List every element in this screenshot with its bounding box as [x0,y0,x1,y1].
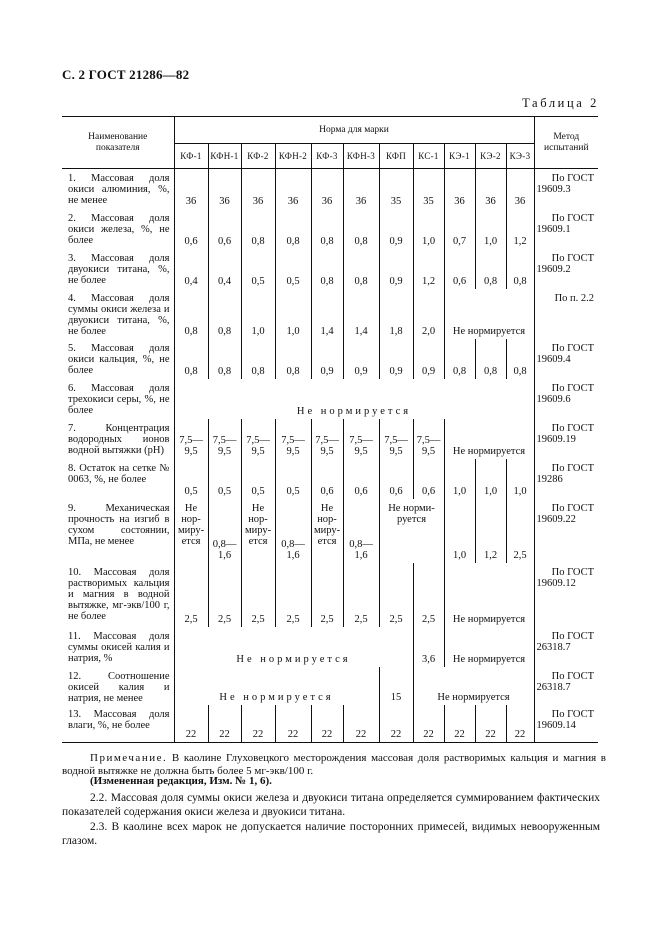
grade-value: 2,5 [208,563,241,627]
method-standard: По ГОСТ [551,670,595,682]
grade-value: 0,8 [475,249,506,289]
grade-value: 0,8 [208,289,241,339]
not-normed-span: Не нормируется [174,627,413,667]
grade-value: 1,8 [379,289,413,339]
grade-value: 0,8 [174,289,208,339]
grade-value: 22 [208,705,241,743]
grade-value: 2,0 [413,289,444,339]
method-standard: По ГОСТ [551,630,595,642]
table-note [62,752,606,777]
test-method [534,339,598,379]
grade-value: 0,6 [444,249,475,289]
grade-value: 0,5 [241,249,275,289]
test-method [534,459,598,499]
not-normed-span: Не нормируется [444,563,534,627]
method-number: 19609.6 [536,393,571,405]
page-header: С. 2 ГОСТ 21286—82 [62,67,190,82]
grade-value: 0,8— 1,6 [343,499,379,563]
grade-header: КФН-2 [275,144,311,169]
test-method [534,289,598,339]
grade-value: 22 [241,705,275,743]
grade-value: Не нор- миру- ется [311,499,343,563]
grade-value: 0,9 [343,339,379,379]
grade-value: 0,8 [275,339,311,379]
table-row [62,499,598,563]
method-number: 19609.22 [536,513,576,525]
grade-value: 0,7 [444,209,475,249]
grade-value: 1,0 [413,209,444,249]
test-method [534,563,598,627]
method-standard: По ГОСТ [551,382,595,394]
grade-value: 1,2 [506,209,534,249]
grade-value: 1,2 [475,499,506,563]
grade-value: 0,8 [241,209,275,249]
grade-value: 1,0 [444,459,475,499]
note-label: Примечание. [90,752,168,764]
grade-value: 0,8 [241,339,275,379]
grade-value: 0,9 [379,249,413,289]
grade-value: 7,5— 9,5 [275,419,311,459]
indicator-name: 1. Массовая доля окиси алюминия, %, не менее [68,173,170,206]
grade-value: 7,5— 9,5 [311,419,343,459]
indicator-name: 9. Механическая прочность на изгиб в сухом состоянии, МПа, не менее [68,502,170,547]
grade-value: Не нор- миру- ется [174,499,208,563]
grade-value: 36 [444,169,475,209]
grade-value: 1,0 [506,459,534,499]
indicator-name: 12. Соотношение окисей калия и натрия, не менее [68,670,170,704]
grade-value: 22 [343,705,379,743]
test-method [534,667,598,705]
indicator-name: 2. Массовая доля окиси железа, %, не более [68,212,170,246]
grade-value: Не норми- руется [379,499,444,563]
grade-header: КЭ-2 [475,144,506,169]
paragraph-2-3: 2.3. В каолине всех марок не допускается наличие посторонних примесей, видимых невооруженным глазом. [62,821,600,847]
method-standard: По ГОСТ [551,173,595,184]
grade-value: 1,4 [311,289,343,339]
table-row [62,169,598,209]
table-row [62,419,598,459]
grade-value: 22 [311,705,343,743]
grade-value: 7,5— 9,5 [343,419,379,459]
grade-value: 0,9 [379,339,413,379]
indicator-name: 5. Массовая доля окиси кальция, %, не более [68,342,170,376]
grade-value: 2,5 [506,499,534,563]
table-row [62,459,598,499]
grade-value: 2,5 [275,563,311,627]
grade-value: 0,9 [413,339,444,379]
grade-value: 22 [379,705,413,743]
grade-value: 0,8— 1,6 [208,499,241,563]
grade-value: 0,6 [174,209,208,249]
grade-header: КФП [379,144,413,169]
test-method [534,379,598,419]
grade-value: 1,2 [413,249,444,289]
grade-value: 0,8 [311,209,343,249]
note-text: В каолине Глуховецкого месторождения массовая доля растворимых кальция и магния в водной вытяжке не должна быть более 5 мг-экв/100 г. [62,752,607,777]
method-number: 26318.7 [536,641,571,653]
not-normed-span: Не нормируется [413,667,534,705]
grade-value: 1,0 [444,499,475,563]
method-number: 19609.12 [536,577,576,589]
table-row [62,379,598,419]
test-method [534,169,598,209]
grade-value: 0,8 [475,339,506,379]
test-method [534,249,598,289]
method-standard: По ГОСТ [551,212,595,224]
indicator-name: 13. Массовая доля влаги, %, не более [62,705,174,743]
grade-value: 2,5 [311,563,343,627]
not-normed-span: Не нормируется [444,627,534,667]
grade-value: 7,5— 9,5 [379,419,413,459]
indicator-name: 11. Массовая доля суммы окисей калия и натрия, % [68,630,170,664]
grade-value: 0,8 [444,339,475,379]
grade-header: КФ-1 [174,144,208,169]
grade-value: 22 [413,705,444,743]
grade-value: 0,6 [343,459,379,499]
grade-value: 36 [241,169,275,209]
grade-value: 0,5 [241,459,275,499]
grade-value: 0,8 [343,209,379,249]
indicator-name: 6. Массовая доля трехокиси серы, %, не более [68,382,170,416]
test-method [534,419,598,459]
method-standard: По ГОСТ [551,708,595,720]
method-number: 19609.14 [536,719,576,731]
table-row [62,667,598,705]
spec-table [62,116,598,743]
grade-value: 22 [444,705,475,743]
indicator-name: 7. Концентрация водородных ионов водной вытяжки (рН) [68,422,170,456]
grade-value: 2,5 [241,563,275,627]
grade-value: 0,8 [506,339,534,379]
grade-value: 35 [413,169,444,209]
grade-value: 0,8 [208,339,241,379]
grade-value: 7,5— 9,5 [174,419,208,459]
grade-value: 0,5 [275,249,311,289]
grade-value: 22 [475,705,506,743]
table-row [62,563,598,627]
method-standard: По ГОСТ [551,462,595,474]
grade-value: 0,6 [379,459,413,499]
grade-value: 3,6 [413,627,444,667]
method-number: 19609.19 [536,433,576,445]
indicator-name: 3. Массовая доля двуокиси титана, %, не более [68,252,170,286]
grade-value: 36 [174,169,208,209]
grade-header: КЭ-1 [444,144,475,169]
method-standard: По ГОСТ [551,342,595,354]
grade-group-header: Норма для марки [174,117,534,144]
table-row [62,289,598,339]
grade-value: 7,5— 9,5 [241,419,275,459]
grade-value: 0,5 [275,459,311,499]
grade-value: 0,4 [208,249,241,289]
method-standard: По ГОСТ [551,252,595,264]
method-number: 19286 [536,473,563,485]
test-method [534,705,598,743]
grade-value: 0,6 [208,209,241,249]
indicator-name: 10. Массовая доля растворимых кальция и магния в водной вытяжке, мг-экв/100 г, не более [68,566,170,622]
not-normed-span: Не нормируется [444,289,534,339]
not-normed-span: Не нормируется [444,419,534,459]
method-standard: По п. 2.2 [554,292,595,304]
paragraph-2-2: 2.2. Массовая доля суммы окиси железа и двуокиси титана определяется суммированием фактических показателей содержания окиси железа и двуокиси титана. [62,792,600,818]
test-method [534,209,598,249]
method-header: Метод испытаний [534,117,598,169]
grade-value: 0,4 [174,249,208,289]
indicator-name: 4. Массовая доля суммы окиси железа и двуокиси титана, %, не более [68,292,170,337]
grade-value: 0,6 [413,459,444,499]
grade-value: 36 [208,169,241,209]
grade-value: 1,0 [475,459,506,499]
method-number: 19609.4 [536,353,571,365]
grade-value: 2,5 [343,563,379,627]
test-method [534,499,598,563]
table-row [62,705,598,743]
grade-header: КФ-3 [311,144,343,169]
grade-value: 0,8 [343,249,379,289]
method-number: 26318.7 [536,681,571,693]
grade-value: 0,9 [379,209,413,249]
grade-header: КФН-1 [208,144,241,169]
method-standard: По ГОСТ [551,502,595,514]
grade-value: 36 [343,169,379,209]
method-standard: По ГОСТ [551,566,595,578]
grade-value: 7,5— 9,5 [208,419,241,459]
table-row [62,209,598,249]
grade-value: 22 [506,705,534,743]
grade-value: 0,8 [275,209,311,249]
grade-header: КФН-3 [343,144,379,169]
grade-value: 1,4 [343,289,379,339]
method-number: 19609.1 [536,223,571,235]
grade-value: Не нор- миру- ется [241,499,275,563]
revision-note: (Измененная редакция, Изм. № 1, 6). [90,775,272,787]
col-name-header: Наименование показателя [62,117,174,169]
grade-value: 15 [379,667,413,705]
grade-value: 7,5— 9,5 [413,419,444,459]
method-number: 19609.2 [536,263,571,275]
grade-value: 0,5 [174,459,208,499]
grade-value: 2,5 [174,563,208,627]
grade-header: КФ-2 [241,144,275,169]
grade-value: 0,9 [311,339,343,379]
grade-value: 0,5 [208,459,241,499]
table-row [62,627,598,667]
not-normed-span: Не нормируется [174,667,379,705]
grade-value: 0,8 [174,339,208,379]
grade-value: 1,0 [275,289,311,339]
grade-value: 36 [475,169,506,209]
table-title: Таблица 2 [522,96,599,110]
method-number: 19609.3 [536,184,571,195]
grade-value: 35 [379,169,413,209]
grade-value: 36 [506,169,534,209]
method-standard: По ГОСТ [551,422,595,434]
not-normed-span: Не нормируется [174,379,534,419]
grade-value: 22 [275,705,311,743]
test-method [534,627,598,667]
grade-value: 0,8 [506,249,534,289]
grade-value: 1,0 [475,209,506,249]
table-row [62,339,598,379]
grade-header: КЭ-3 [506,144,534,169]
indicator-name: 8. Остаток на сетке № 0063, %, не более [68,462,170,485]
grade-value: 0,8— 1,6 [275,499,311,563]
grade-value: 2,5 [379,563,413,627]
grade-value: 0,6 [311,459,343,499]
grade-header: КС-1 [413,144,444,169]
grade-value: 36 [311,169,343,209]
grade-value: 22 [174,705,208,743]
table-row [62,249,598,289]
grade-value: 36 [275,169,311,209]
grade-value: 1,0 [241,289,275,339]
grade-value: 2,5 [413,563,444,627]
grade-value: 0,8 [311,249,343,289]
